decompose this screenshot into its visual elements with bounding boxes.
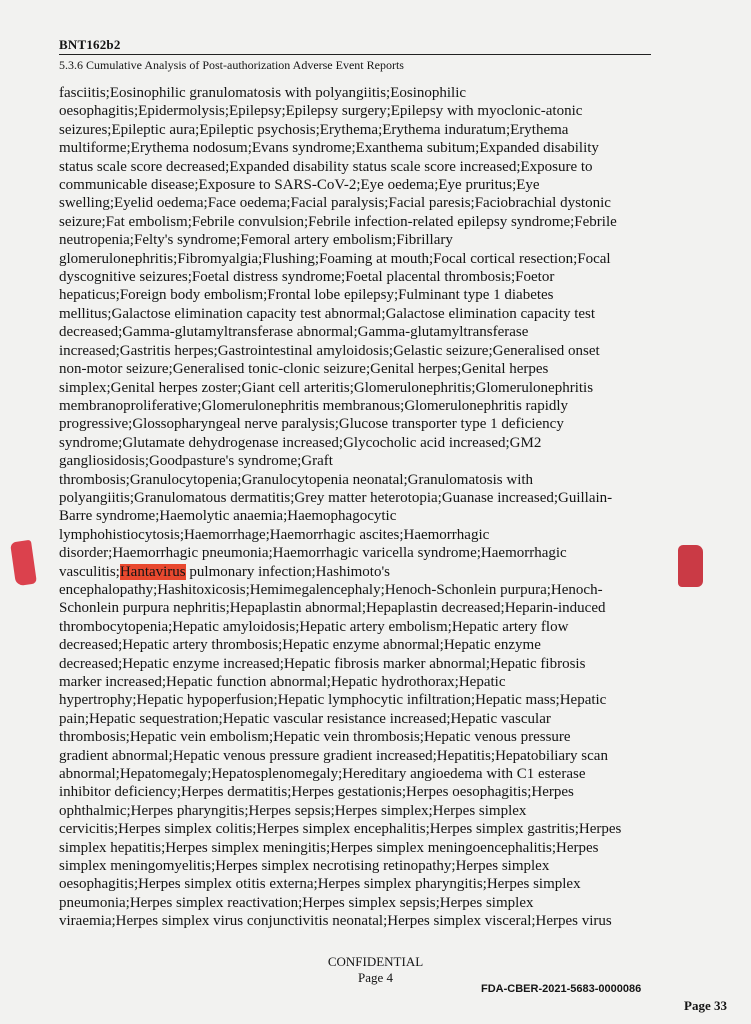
text-line: decreased;Gamma-glutamyltransferase abnormal;Gamma-glutamyltransferase	[59, 324, 529, 341]
text-line: disorder;Haemorrhagic pneumonia;Haemorrhagic varicella syndrome;Haemorrhagic	[59, 545, 567, 562]
text-line: thrombocytopenia;Hepatic amyloidosis;Hepatic artery embolism;Hepatic artery flow	[59, 618, 569, 635]
document-id: BNT162b2	[59, 37, 121, 52]
text-line: increased;Gastritis herpes;Gastrointestinal amyloidosis;Gelastic seizure;Generalised onset	[59, 342, 600, 359]
text-line: neutropenia;Felty's syndrome;Femoral artery embolism;Fibrillary	[59, 232, 453, 249]
highlighted-term: Hantavirus	[119, 563, 186, 580]
section-title: 5.3.6 Cumulative Analysis of Post-authorization Adverse Event Reports	[59, 54, 651, 73]
text-segment: pulmonary infection;Hashimoto's	[185, 563, 390, 580]
text-line: fasciitis;Eosinophilic granulomatosis with polyangiitis;Eosinophilic	[59, 85, 467, 101]
text-line: marker increased;Hepatic function abnormal;Hepatic hydrothorax;Hepatic	[59, 674, 506, 690]
text-line: thrombosis;Hepatic vein embolism;Hepatic vein thrombosis;Hepatic venous pressure	[59, 729, 571, 746]
text-line: simplex;Genital herpes zoster;Giant cell arteritis;Glomerulonephritis;Glomerulonephritis	[59, 379, 594, 396]
text-line: communicable disease;Exposure to SARS-CoV-2;Eye oedema;Eye pruritus;Eye	[59, 177, 540, 194]
text-line: polyangiitis;Granulomatous dermatitis;Grey matter heterotopia;Guanase increased;Guillain-	[59, 489, 613, 506]
text-line: simplex meningomyelitis;Herpes simplex necrotising retinopathy;Herpes simplex	[59, 858, 550, 875]
confidential-label: CONFIDENTIAL	[327, 954, 424, 969]
text-line: syndrome;Glutamate dehydrogenase increased;Glycocholic acid increased;GM2	[59, 434, 542, 451]
page-header	[59, 38, 651, 73]
text-line: non-motor seizure;Generalised tonic-clonic seizure;Genital herpes;Genital herpes	[59, 361, 549, 378]
text-line: hypertrophy;Hepatic hypoperfusion;Hepatic lymphocytic infiltration;Hepatic mass;Hepatic	[59, 692, 607, 709]
text-line: seizures;Epileptic aura;Epileptic psychosis;Erythema;Erythema induratum;Erythema	[59, 121, 569, 138]
text-line: inhibitor deficiency;Herpes dermatitis;Herpes gestationis;Herpes oesophagitis;Herpes	[59, 784, 574, 801]
text-line: glomerulonephritis;Fibromyalgia;Flushing;Foaming at mouth;Focal cortical resection;Focal	[59, 250, 611, 267]
text-line: membranoproliferative;Glomerulonephritis membranous;Glomerulonephritis rapidly	[59, 397, 569, 414]
text-line: multiforme;Erythema nodosum;Evans syndrome;Exanthema subitum;Expanded disability	[59, 140, 599, 157]
text-line: decreased;Hepatic artery thrombosis;Hepatic enzyme abnormal;Hepatic enzyme	[59, 637, 541, 654]
text-line: mellitus;Galactose elimination capacity test abnormal;Galactose elimination capacity test	[59, 305, 596, 322]
text-line: lymphohistiocytosis;Haemorrhage;Haemorrhagic ascites;Haemorrhagic	[59, 526, 490, 543]
text-line: thrombosis;Granulocytopenia;Granulocytopenia neonatal;Granulomatosis with	[59, 471, 534, 488]
text-line: oesophagitis;Epidermolysis;Epilepsy;Epilepsy surgery;Epilepsy with myoclonic-atonic	[59, 103, 583, 120]
text-line: viraemia;Herpes simplex virus conjunctivitis neonatal;Herpes simplex visceral;Herpes virus	[59, 913, 612, 930]
right-margin-marker	[678, 545, 703, 587]
highlighted-text-line	[59, 563, 659, 581]
text-line: dyscognitive seizures;Foetal distress syndrome;Foetal placental thrombosis;Foetor	[59, 269, 555, 286]
text-segment: vasculitis;	[59, 563, 120, 580]
fda-document-id: FDA-CBER-2021-5683-0000086	[481, 983, 642, 995]
text-line: ophthalmic;Herpes pharyngitis;Herpes sepsis;Herpes simplex;Herpes simplex	[59, 802, 527, 819]
text-line: Barre syndrome;Haemolytic anaemia;Haemophagocytic	[59, 508, 397, 525]
text-line: oesophagitis;Herpes simplex otitis externa;Herpes simplex pharyngitis;Herpes simplex	[59, 876, 581, 893]
text-line: gradient abnormal;Hepatic venous pressure gradient increased;Hepatitis;Hepatobiliary scan	[59, 747, 608, 764]
text-line: Schonlein purpura nephritis;Hepaplastin abnormal;Hepaplastin decreased;Heparin-induced	[59, 600, 606, 617]
text-line: pneumonia;Herpes simplex reactivation;Herpes simplex sepsis;Herpes simplex	[59, 894, 534, 911]
text-line: simplex hepatitis;Herpes simplex meningitis;Herpes simplex meningoencephalitis;Herpes	[59, 839, 599, 856]
text-line: seizure;Fat embolism;Febrile convulsion;Febrile infection-related epilepsy syndrome;Febrile	[59, 213, 617, 230]
text-line: swelling;Eyelid oedema;Face oedema;Facial paralysis;Facial paresis;Faciobrachial dystonic	[59, 195, 611, 212]
text-line: decreased;Hepatic enzyme increased;Hepatic fibrosis marker abnormal;Hepatic fibrosis	[59, 655, 586, 672]
text-line: hepaticus;Foreign body embolism;Frontal lobe epilepsy;Fulminant type 1 diabetes	[59, 287, 554, 304]
footer-page-label: Page 4	[357, 970, 394, 985]
body-text	[59, 84, 659, 931]
text-line: gangliosidosis;Goodpasture's syndrome;Graft	[59, 453, 333, 470]
text-line: encephalopathy;Hashitoxicosis;Hemimegalencephaly;Henoch-Schonlein purpura;Henoch-	[59, 581, 603, 598]
text-line: pain;Hepatic sequestration;Hepatic vascular resistance increased;Hepatic vascular	[59, 710, 551, 727]
text-line: abnormal;Hepatomegaly;Hepatosplenomegaly;Hereditary angioedema with C1 esterase	[59, 766, 586, 783]
text-line: cervicitis;Herpes simplex colitis;Herpes simplex encephalitis;Herpes simplex gastritis;Herpes	[59, 821, 622, 838]
left-margin-marker	[10, 540, 37, 586]
text-line: status scale score decreased;Expanded disability status scale score increased;Exposure to	[59, 158, 593, 175]
text-line: progressive;Glossopharyngeal nerve paralysis;Glucose transporter type 1 deficiency	[59, 416, 564, 433]
page-number: Page 33	[684, 998, 727, 1013]
